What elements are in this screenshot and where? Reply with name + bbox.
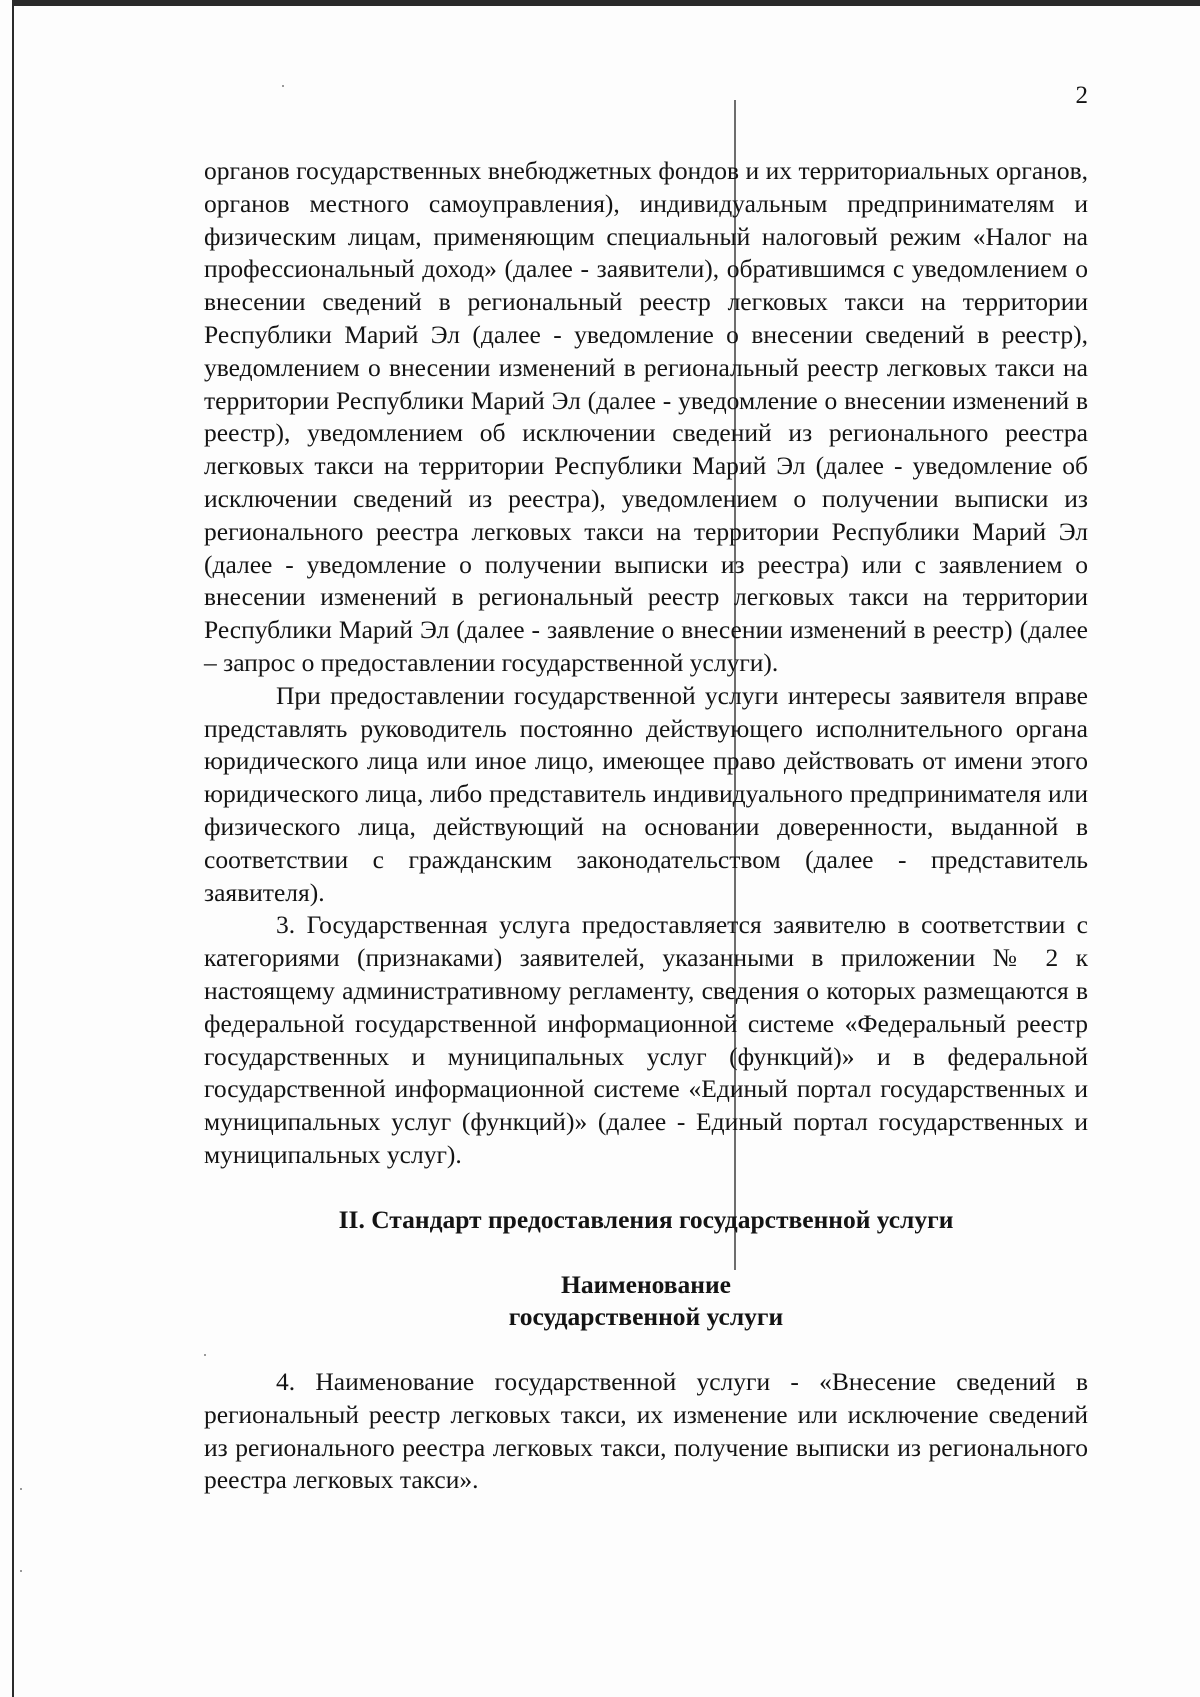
scan-speck: [20, 1488, 22, 1490]
paragraph-3: 3. Государственная услуга предоставляется заявителю в соответствии с категориями (признаками) заявителей, указанными в приложении № 2 к настоящему административному регламенту, сведения о которых размещаются в федеральной государственной информационной системе «Федеральный реестр государственных и муниципальных услуг (функций)» и в федеральной государственной информационной системе «Единый портал государственных и муниципальных услуг (функций)» (далее - Единый портал государственных и муниципальных услуг).: [204, 910, 1088, 1169]
section-title: II. Стандарт предоставления государственной услуги: [338, 1204, 954, 1234]
subheading-line-1: Наименование: [561, 1269, 731, 1299]
subheading: [204, 1269, 1088, 1335]
paragraph-representative: При предоставлении государственной услуги интересы заявителя вправе представлять руководитель постоянно действующего исполнительного органа юридического лица или иное лицо, имеющее право действовать от имени этого юридического лица, либо представитель индивидуального предпринимателя или физического лица, действующий на основании доверенности, выданной в соответствии с гражданским законодательством (далее - представитель заявителя).: [204, 680, 1088, 907]
scan-speck: [20, 1570, 22, 1572]
scan-top-border: [12, 0, 1200, 6]
scan-left-border: [12, 0, 14, 1697]
page-number: 2: [1075, 82, 1088, 109]
scan-speck: [282, 85, 284, 87]
paragraph-4: 4. Наименование государственной услуги - «Внесение сведений в региональный реестр легковых такси, их изменение или исключение сведений из регионального реестра легковых такси, получение выписки из регионального реестра легковых такси».: [204, 1367, 1088, 1495]
subheading-line-2: государственной услуги: [508, 1302, 784, 1332]
document-body: [204, 155, 1088, 1497]
paragraph-continuation: органов государственных внебюджетных фондов и их территориальных органов, органов местного самоуправления), индивидуальным предпринимателям и физическим лицам, применяющим специальный налоговый режим «Налог на профессиональный доход» (далее - заявители), обратившимся с уведомлением о внесении сведений в региональный реестр легковых такси на территории Республики Марий Эл (далее - уведомление о внесении сведений в реестр), уведомлением о внесении изменений в региональный реестр легковых такси на территории Республики Марий Эл (далее - уведомление о внесении изменений в реестр), уведомлением об исключении сведений из регионального реестра легковых такси на территории Республики Марий Эл (далее - уведомление об исключении сведений из реестра), уведомлением о получении выписки из регионального реестра легковых такси на территории Республики Марий Эл (далее - уведомление о получении выписки из реестра) или с заявлением о внесении изменений в региональный реестр легковых такси на территории Республики Марий Эл (далее - заявление о внесении изменений в реестр) (далее – запрос о предоставлении государственной услуги).: [204, 156, 1088, 677]
